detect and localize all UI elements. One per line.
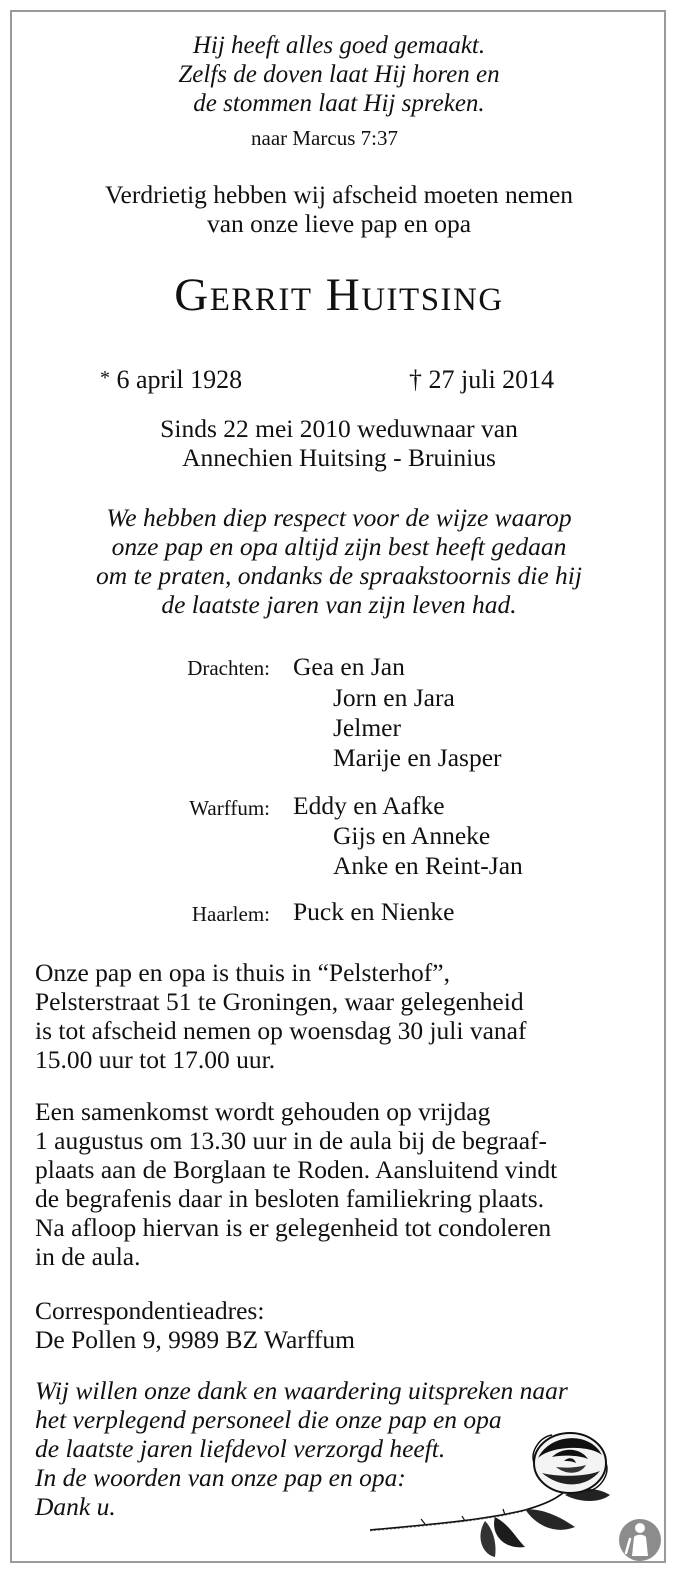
widower-line-1: Sinds 22 mei 2010 weduwnaar van xyxy=(160,414,518,443)
intro-line-2: van onze lieve pap en opa xyxy=(206,209,472,238)
family-member: Jelmer xyxy=(333,713,401,742)
deceased-name: Gerrit Huitsing xyxy=(174,269,504,321)
intro-line-1: Verdrietig hebben wij afscheid moeten nemen xyxy=(104,180,574,209)
family-member: Puck en Nienke xyxy=(293,897,455,926)
widower-line-2: Annechien Huitsing - Bruinius xyxy=(182,443,496,472)
family-member: Jorn en Jara xyxy=(333,683,455,712)
family-location-haarlem: Haarlem: xyxy=(191,902,270,926)
correspondence-label: Correspondentieadres: xyxy=(35,1296,265,1325)
thanks-line-3: de laatste jaren liefdevol verzorgd heeft. xyxy=(35,1434,446,1463)
thanks-line-2: het verplegend personeel die onze pap en opa xyxy=(35,1405,502,1434)
family-member: Eddy en Aafke xyxy=(293,791,445,820)
rose-icon xyxy=(365,1425,640,1560)
family-member: Marije en Jasper xyxy=(333,743,502,772)
verse-line-2: Zelfs de doven laat Hij horen en xyxy=(178,61,500,88)
service-line-4: de begrafenis daar in besloten familiekring plaats. xyxy=(35,1184,545,1213)
family-member: Gijs en Anneke xyxy=(333,821,491,850)
verse-reference: naar Marcus 7:37 xyxy=(251,126,398,150)
family-member: Anke en Reint-Jan xyxy=(333,851,523,880)
tribute-line-3: om te praten, ondanks de spraakstoornis die hij xyxy=(96,561,582,590)
tribute-line-1: We hebben diep respect voor de wijze waarop xyxy=(106,503,572,532)
death-symbol: † xyxy=(409,365,422,394)
thanks-line-4: In de woorden van onze pap en opa: xyxy=(35,1463,406,1492)
visitation-line-3: is tot afscheid nemen op woensdag 30 juli vanaf xyxy=(35,1016,527,1045)
service-line-1: Een samenkomst wordt gehouden op vrijdag xyxy=(35,1097,491,1126)
death-date-text: 27 juli 2014 xyxy=(428,365,555,394)
thanks-line-5: Dank u. xyxy=(35,1492,116,1521)
birth-date xyxy=(100,365,242,395)
tribute-line-2: onze pap en opa altijd zijn best heeft gedaan xyxy=(111,532,567,561)
verse-line-3: de stommen laat Hij spreken. xyxy=(193,90,485,117)
service-line-3: plaats aan de Borglaan te Roden. Aansluitend vindt xyxy=(35,1155,558,1184)
visitation-line-4: 15.00 uur tot 17.00 uur. xyxy=(35,1045,276,1074)
visitation-line-2: Pelsterstraat 51 te Groningen, waar gelegenheid xyxy=(35,987,524,1016)
birth-date-text: 6 april 1928 xyxy=(116,365,243,394)
tribute-line-4: de laatste jaren van zijn leven had. xyxy=(161,590,517,619)
verse-line-1: Hij heeft alles goed gemaakt. xyxy=(192,32,486,59)
service-line-5: Na afloop hiervan is er gelegenheid tot condoleren xyxy=(35,1213,552,1242)
correspondence-address: De Pollen 9, 9989 BZ Warffum xyxy=(35,1325,355,1354)
family-member: Gea en Jan xyxy=(293,652,405,681)
service-line-2: 1 augustus om 13.30 uur in de aula bij de begraaf- xyxy=(35,1126,547,1155)
service-line-6: in de aula. xyxy=(35,1242,141,1271)
death-date xyxy=(409,365,554,395)
visitation-line-1: Onze pap en opa is thuis in “Pelsterhof”, xyxy=(35,958,450,987)
thanks-line-1: Wij willen onze dank en waardering uitspreken naar xyxy=(35,1376,568,1405)
birth-symbol: * xyxy=(100,367,110,389)
family-location-warffum: Warffum: xyxy=(189,796,270,820)
family-location-drachten: Drachten: xyxy=(187,656,270,680)
logo-icon xyxy=(612,1513,668,1563)
